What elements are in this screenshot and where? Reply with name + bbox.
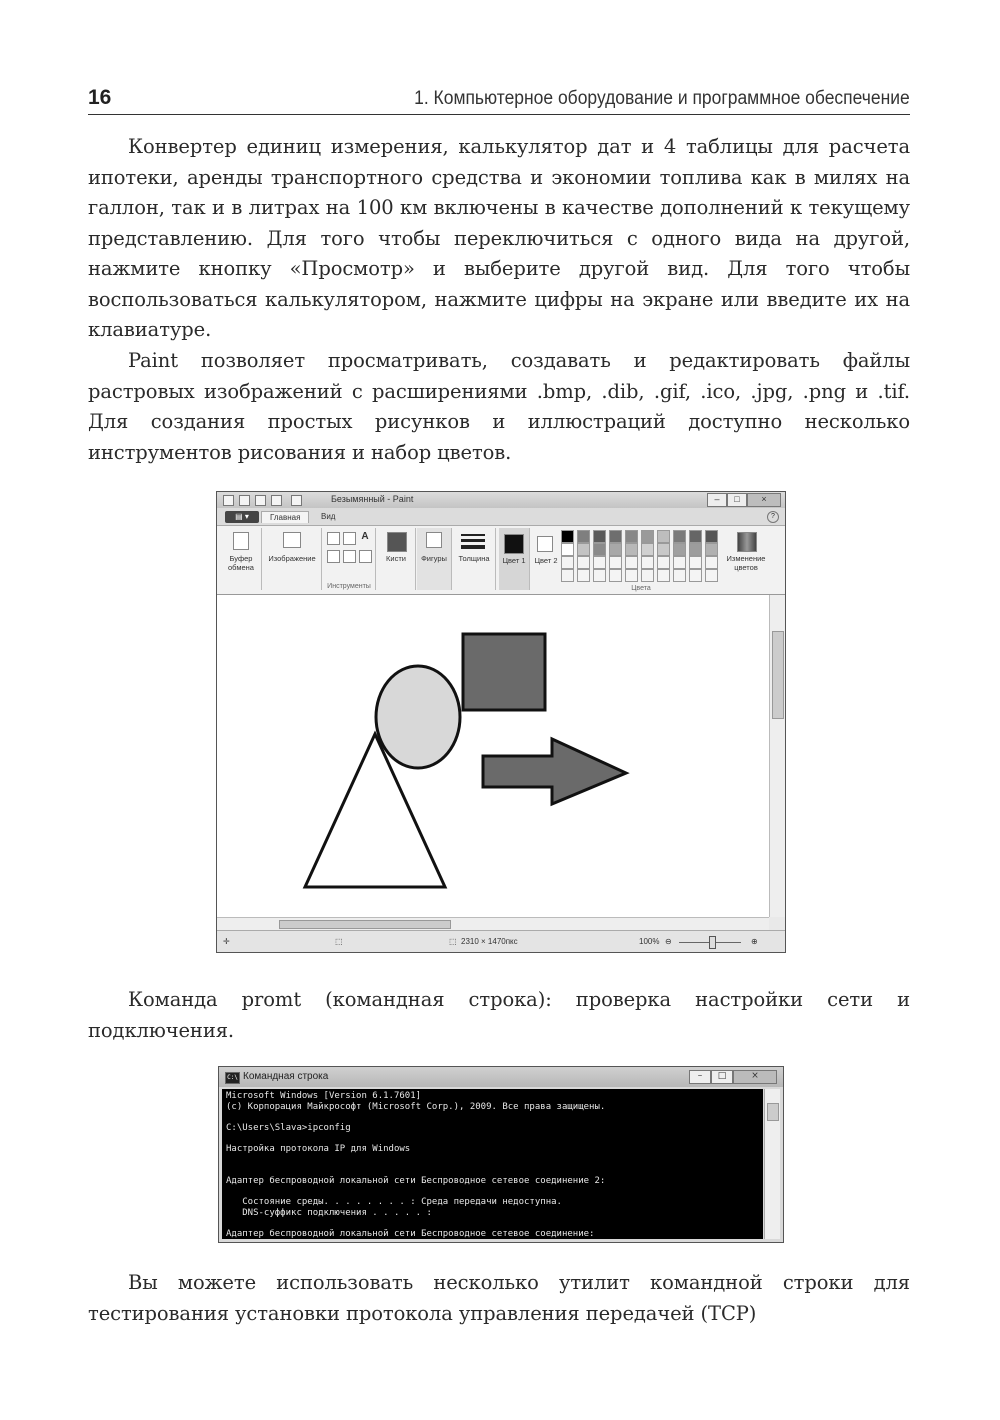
palette-swatch[interactable] <box>561 543 574 556</box>
palette-swatch[interactable] <box>593 543 606 556</box>
palette-swatch[interactable] <box>641 543 654 556</box>
cmd-icon: C:\ <box>225 1072 240 1084</box>
image-size-icon: ⬚ <box>449 937 457 946</box>
palette-swatch[interactable] <box>625 530 638 543</box>
shapes-icon <box>426 532 442 548</box>
cmd-minimize-button[interactable]: – <box>689 1070 711 1084</box>
palette-swatch[interactable] <box>609 569 622 582</box>
image-size: 2310 × 1470пкс <box>461 937 518 946</box>
color2-label: Цвет 2 <box>534 556 558 565</box>
customize-icon[interactable] <box>291 495 302 506</box>
tab-home[interactable]: Главная <box>261 511 309 523</box>
palette-swatch[interactable] <box>689 556 702 569</box>
color1-swatch <box>504 534 524 554</box>
brush-icon <box>387 532 407 552</box>
image-group[interactable] <box>263 528 322 590</box>
palette-swatch[interactable] <box>561 556 574 569</box>
cmd-scrollbar[interactable] <box>764 1089 780 1239</box>
edit-colors-icon <box>737 532 757 552</box>
console-line: Состояние среды. . . . . . . . : Среда передачи недоступна. <box>226 1197 562 1207</box>
tools-group <box>323 528 376 590</box>
ribbon <box>217 526 785 595</box>
palette-swatch[interactable] <box>673 530 686 543</box>
palette-swatch[interactable] <box>609 543 622 556</box>
shapes-group[interactable] <box>417 528 452 590</box>
edit-colors-label: Изменение цветов <box>726 554 766 572</box>
brushes-label: Кисти <box>386 554 406 563</box>
cmd-window-title: Командная строка <box>243 1071 329 1082</box>
palette-swatch[interactable] <box>625 556 638 569</box>
gray-arrow <box>483 739 626 804</box>
close-button[interactable]: × <box>747 493 781 507</box>
zoom-out-icon[interactable]: ⊖ <box>665 937 672 946</box>
paint-menu-button[interactable]: ▤ ▾ <box>225 511 259 523</box>
maximize-button[interactable]: □ <box>727 493 747 507</box>
text-tool-icon[interactable]: A <box>361 531 369 542</box>
image-label: Изображение <box>268 554 316 563</box>
palette-swatch[interactable] <box>689 543 702 556</box>
palette-swatch[interactable] <box>577 569 590 582</box>
clipboard-icon <box>233 532 249 550</box>
palette-swatch[interactable] <box>673 543 686 556</box>
paint-title-bar <box>217 492 785 508</box>
zoom-in-icon[interactable]: ⊕ <box>751 937 758 946</box>
color2-button[interactable] <box>531 528 561 590</box>
zoom-slider-handle[interactable] <box>709 936 716 949</box>
colors-label: Цвета <box>631 585 651 592</box>
shapes-label: Фигуры <box>421 554 447 563</box>
palette-swatch[interactable] <box>561 569 574 582</box>
eraser-icon[interactable] <box>327 550 340 563</box>
horizontal-scrollbar[interactable] <box>217 917 769 930</box>
palette-swatch[interactable] <box>577 556 590 569</box>
thickness-line-thin <box>461 534 485 536</box>
palette-swatch[interactable] <box>609 530 622 543</box>
drawing-svg <box>217 595 769 917</box>
palette-swatch[interactable] <box>609 556 622 569</box>
color-picker-icon[interactable] <box>343 550 356 563</box>
clipboard-group[interactable] <box>221 528 262 590</box>
cmd-screenshot <box>218 1066 784 1243</box>
palette-swatch[interactable] <box>689 530 702 543</box>
palette-swatch[interactable] <box>657 569 670 582</box>
clipboard-label: Буфер обмена <box>228 554 254 572</box>
cmd-maximize-button[interactable]: □ <box>711 1070 733 1084</box>
gray-square <box>463 634 545 710</box>
vertical-scrollbar[interactable] <box>769 595 785 917</box>
save-icon[interactable] <box>239 495 250 506</box>
image-select-icon <box>283 532 301 548</box>
palette-swatch[interactable] <box>689 569 702 582</box>
palette-swatch[interactable] <box>705 556 718 569</box>
vertical-scroll-thumb[interactable] <box>772 631 784 719</box>
palette-swatch[interactable] <box>641 530 654 543</box>
color1-button[interactable] <box>499 528 530 590</box>
paragraph-paint: Paint позволяет просматривать, создавать и редактировать файлы растровых изображений с расширениями .bmp, .dib, .gif, .ico, .jpg, .png и .tif. Для создания простых рисунков и иллюстраций доступно несколько инструментов рисования и набор цветов. <box>88 349 910 464</box>
chapter-title: 1. Компьютерное оборудование и программное обеспечение <box>414 88 910 109</box>
paragraph-calculator: Конвертер единиц измерения, калькулятор дат и 4 таблицы для расчета ипотеки, аренды транспортного средства и экономии топлива как в милях на галлон, так и в литрах на 100 км включены в качестве дополнений к текущему представлению. Для того чтобы переключиться с одного вида на другой, нажмите кнопку «Просмотр» и выберите другой вид. Для того чтобы воспользоваться калькулятором, нажмите цифры на экране или введите их на клавиатуре. <box>88 135 910 341</box>
brushes-group[interactable] <box>377 528 416 590</box>
paint-canvas[interactable] <box>217 595 769 917</box>
console-line: C:\Users\Slava>ipconfig <box>226 1122 351 1133</box>
cmd-scroll-thumb[interactable] <box>767 1103 779 1121</box>
palette-swatch[interactable] <box>673 556 686 569</box>
palette-swatch[interactable] <box>705 543 718 556</box>
palette-swatch[interactable] <box>641 569 654 582</box>
console-line: Настройка протокола IP для Windows <box>226 1144 411 1154</box>
palette-swatch[interactable] <box>625 569 638 582</box>
cmd-close-button[interactable]: × <box>733 1070 777 1084</box>
tools-label: Инструменты <box>327 583 371 590</box>
palette-swatch[interactable] <box>641 556 654 569</box>
palette-swatch[interactable] <box>577 543 590 556</box>
paragraph-utilities: Вы можете использовать несколько утилит командной строки для тестирования установки протокола управления передачей (TCP) <box>88 1271 910 1325</box>
redo-icon[interactable] <box>271 495 282 506</box>
thickness-group[interactable] <box>453 528 496 590</box>
console-line: Microsoft Windows [Version 6.1.7601] <box>226 1091 422 1101</box>
color2-swatch <box>537 536 553 552</box>
horizontal-scroll-thumb[interactable] <box>279 920 451 929</box>
palette-swatch[interactable] <box>593 556 606 569</box>
paint-screenshot <box>216 491 786 953</box>
minimize-button[interactable]: – <box>707 493 727 507</box>
ribbon-tabs <box>217 508 785 526</box>
running-header <box>88 86 910 115</box>
tab-view[interactable]: Вид <box>321 512 336 521</box>
selection-size-icon: ⬚ <box>335 937 343 946</box>
palette-swatch[interactable] <box>577 530 590 543</box>
color1-label: Цвет 1 <box>502 556 526 565</box>
zoom-level: 100% <box>639 937 660 946</box>
page-number: 16 <box>88 86 112 109</box>
gray-ellipse <box>376 666 460 768</box>
color-palette[interactable] <box>561 530 721 578</box>
edit-colors-button[interactable] <box>723 528 769 590</box>
thickness-line-thick <box>461 545 485 549</box>
palette-swatch[interactable] <box>593 530 606 543</box>
palette-swatch[interactable] <box>625 543 638 556</box>
pencil-icon[interactable] <box>327 532 340 545</box>
help-icon[interactable]: ? <box>767 511 779 523</box>
console-line: DNS-суффикс подключения . . . . . : <box>226 1207 432 1218</box>
console-line: Адаптер беспроводной локальной сети Беспроводное сетевое соединение 2: <box>226 1175 606 1186</box>
palette-swatch[interactable] <box>705 530 718 543</box>
undo-icon[interactable] <box>255 495 266 506</box>
cursor-position-icon: ✛ <box>223 937 230 946</box>
fill-icon[interactable] <box>343 532 356 545</box>
thickness-label: Толщина <box>458 554 490 563</box>
palette-swatch[interactable] <box>657 556 670 569</box>
cmd-title-bar <box>219 1067 783 1087</box>
palette-swatch[interactable] <box>705 569 718 582</box>
palette-swatch[interactable] <box>657 530 670 543</box>
thickness-line-medium <box>461 539 485 542</box>
paint-window-title: Безымянный - Paint <box>331 494 414 504</box>
paragraph-cmd: Команда promt (командная строка): проверка настройки сети и подключения. <box>88 988 910 1042</box>
status-bar <box>217 930 785 953</box>
magnifier-icon[interactable] <box>359 550 372 563</box>
palette-swatch[interactable] <box>561 530 574 543</box>
palette-swatch[interactable] <box>657 543 670 556</box>
palette-swatch[interactable] <box>593 569 606 582</box>
palette-swatch[interactable] <box>673 569 686 582</box>
console-line: Адаптер беспроводной локальной сети Беспроводное сетевое соединение: <box>226 1228 595 1239</box>
console-line: (c) Корпорация Майкрософт (Microsoft Corp.), 2009. Все права защищены. <box>226 1101 606 1112</box>
paint-app-icon <box>223 495 234 506</box>
console-output[interactable] <box>222 1089 763 1239</box>
